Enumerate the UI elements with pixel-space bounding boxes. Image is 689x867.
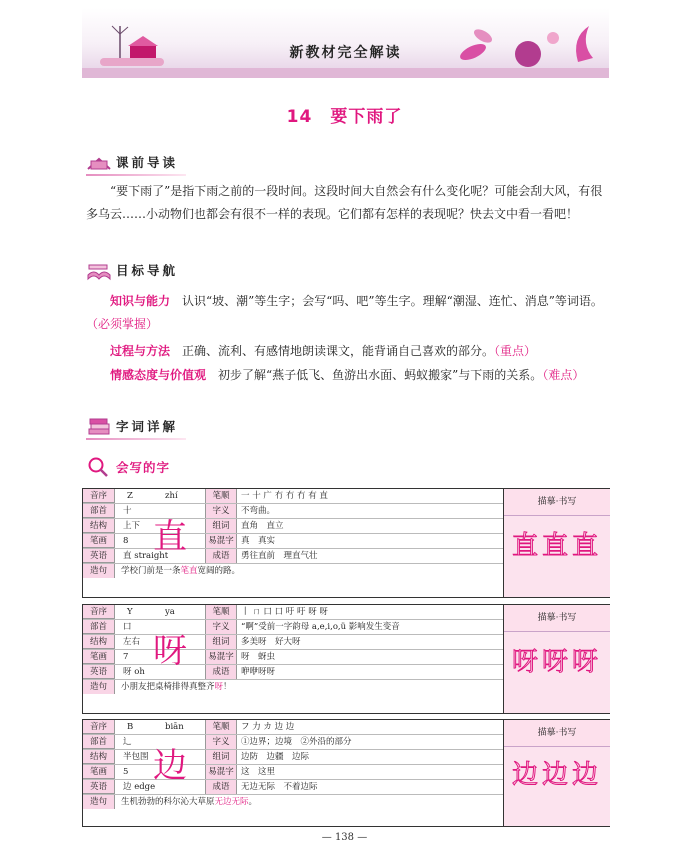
tracing-area[interactable] <box>503 720 610 826</box>
section-words-label: 字词详解 <box>116 419 179 434</box>
section-underline <box>86 438 186 440</box>
section-underline <box>86 174 186 176</box>
tracing-characters: 直直直 <box>511 531 602 561</box>
label-pinyin: 音序 <box>83 489 115 503</box>
value-strokes: 5 <box>123 767 129 777</box>
tracing-label: 描摹·书写 <box>504 489 610 516</box>
example-sentence: 小朋友把桌椅排得真整齐呀！ <box>121 682 232 692</box>
label-words: 组词 <box>205 635 237 649</box>
pinyin-initial: Z <box>127 491 133 501</box>
label-radical: 部首 <box>83 504 115 518</box>
char-card <box>82 719 610 827</box>
char-card <box>82 604 610 714</box>
big-character: 边 <box>153 746 187 786</box>
value-english: 呀 oh <box>123 667 145 677</box>
tracing-label: 描摹·书写 <box>504 605 610 632</box>
label-sentence: 造句 <box>83 680 115 694</box>
sentence-highlight: 笔直 <box>180 566 198 576</box>
label-words: 组词 <box>205 750 237 764</box>
goal-attitude-label: 情感态度与价值观 <box>110 368 207 382</box>
label-pinyin: 音序 <box>83 605 115 619</box>
section-preview-label: 课前导读 <box>116 155 179 170</box>
value-confusable: 这 这里 <box>241 767 276 777</box>
value-radical: 十 <box>123 506 132 516</box>
sentence-highlight: 无边无际 <box>214 797 249 807</box>
goal-attitude-note: （难点） <box>542 368 585 382</box>
value-english: 边 edge <box>123 782 156 792</box>
pinyin: ya <box>165 607 175 617</box>
goal-process-text: 正确、流利、有感情地朗读课文，能背诵自己喜欢的部分。 <box>182 344 495 358</box>
value-stroke_order: フ 力 カ 边 边 <box>241 722 295 732</box>
value-radical: 口 <box>123 622 132 632</box>
big-character: 直 <box>153 517 187 557</box>
section-goals-header <box>86 258 178 282</box>
page-header <box>82 8 609 78</box>
label-idiom: 成语 <box>205 665 237 679</box>
section-preview-header <box>86 150 178 174</box>
value-strokes: 8 <box>123 536 129 546</box>
label-confusable: 易混字 <box>205 765 237 779</box>
value-meaning: ①边界；边境 ②外沿的部分 <box>241 737 352 747</box>
label-stroke_order: 笔顺 <box>205 605 237 619</box>
value-idiom: 勇往直前 理直气壮 <box>241 551 318 561</box>
value-confusable: 呀 蚜虫 <box>241 652 276 662</box>
value-words: 边防 边疆 边际 <box>241 752 310 762</box>
value-confusable: 真 真实 <box>241 536 276 546</box>
label-pinyin: 音序 <box>83 720 115 734</box>
pinyin-initial: B <box>127 722 134 732</box>
label-idiom: 成语 <box>205 780 237 794</box>
goal-attitude-text: 初步了解“燕子低飞、鱼游出水面、蚂蚁搬家”与下雨的关系。 <box>218 368 543 382</box>
value-structure: 上下 <box>123 521 141 531</box>
label-confusable: 易混字 <box>205 650 237 664</box>
label-english: 英语 <box>83 665 115 679</box>
pinyin: biān <box>165 722 184 732</box>
value-strokes: 7 <box>123 652 129 662</box>
goal-knowledge <box>86 290 606 336</box>
value-words: 多美呀 好大呀 <box>241 637 301 647</box>
label-structure: 结构 <box>83 519 115 533</box>
big-character: 呀 <box>153 631 187 671</box>
section-write-label: 会写的字 <box>116 460 171 475</box>
label-meaning: 字义 <box>205 735 237 749</box>
goal-attitude <box>86 364 610 387</box>
tracing-area[interactable] <box>503 489 610 597</box>
label-strokes: 笔画 <box>83 765 115 779</box>
section-write-header <box>86 455 170 479</box>
sentence-highlight: 呀 <box>214 682 224 692</box>
label-sentence: 造句 <box>83 564 115 578</box>
goal-knowledge-text: 认识“坡、潮”等生字；会写“吗、吧”等生字。理解“潮湿、连忙、消息”等词语。 <box>182 294 603 308</box>
value-structure: 左右 <box>123 637 141 647</box>
book-stand-icon <box>86 151 112 173</box>
label-stroke_order: 笔顺 <box>205 489 237 503</box>
label-strokes: 笔画 <box>83 650 115 664</box>
value-meaning: “啊”受前一字韵母 a,e,i,o,ü 影响发生变音 <box>241 622 400 632</box>
open-book-icon <box>86 259 112 281</box>
page-number: — 138 — <box>321 832 368 843</box>
goal-process <box>86 340 610 363</box>
label-radical: 部首 <box>83 735 115 749</box>
tracing-characters: 呀呀呀 <box>511 647 602 677</box>
magnifier-icon <box>86 456 112 478</box>
label-structure: 结构 <box>83 750 115 764</box>
tracing-area[interactable] <box>503 605 610 713</box>
label-confusable: 易混字 <box>205 534 237 548</box>
books-stack-icon <box>86 415 112 437</box>
goal-knowledge-label: 知识与能力 <box>110 294 171 308</box>
label-idiom: 成语 <box>205 549 237 563</box>
value-structure: 半包围 <box>123 752 149 762</box>
char-card <box>82 488 610 598</box>
value-english: 直 straight <box>123 551 169 561</box>
value-idiom: 咿咿呀呀 <box>241 667 276 677</box>
label-words: 组词 <box>205 519 237 533</box>
section-words-header <box>86 414 178 438</box>
value-idiom: 无边无际 不着边际 <box>241 782 318 792</box>
goal-knowledge-note: （必须掌握） <box>86 317 159 331</box>
label-sentence: 造句 <box>83 795 115 809</box>
goal-process-note: （重点） <box>494 344 537 358</box>
label-structure: 结构 <box>83 635 115 649</box>
lesson-title: 14 要下雨了 <box>286 107 403 127</box>
goal-process-label: 过程与方法 <box>110 344 171 358</box>
tracing-characters: 边边边 <box>511 760 602 790</box>
label-stroke_order: 笔顺 <box>205 720 237 734</box>
label-meaning: 字义 <box>205 504 237 518</box>
tracing-label: 描摹·书写 <box>504 720 610 747</box>
label-english: 英语 <box>83 549 115 563</box>
pinyin: zhí <box>165 491 178 501</box>
value-radical: 辶 <box>123 737 132 747</box>
header-title: 新教材完全解读 <box>289 45 402 61</box>
label-meaning: 字义 <box>205 620 237 634</box>
example-sentence: 学校门前是一条笔直宽阔的路。 <box>121 566 241 576</box>
label-strokes: 笔画 <box>83 534 115 548</box>
label-english: 英语 <box>83 780 115 794</box>
value-meaning: 不弯曲。 <box>241 506 276 516</box>
label-radical: 部首 <box>83 620 115 634</box>
value-stroke_order: 一 十 广 冇 冇 冇 有 直 <box>241 491 328 501</box>
value-words: 直角 直立 <box>241 521 284 531</box>
pinyin-initial: Y <box>127 607 133 617</box>
section-goals-label: 目标导航 <box>116 263 179 278</box>
example-sentence: 生机勃勃的科尔沁大草原无边无际。 <box>121 797 258 807</box>
value-stroke_order: 丨 ㄇ 口 口 吁 吁 呀 呀 <box>241 607 328 617</box>
preview-paragraph: “要下雨了”是指下雨之前的一段时间。这段时间大自然会有什么变化呢？可能会刮大风，有很多乌云……小动物们也都会有很不一样的表现。它们都有怎样的表现呢？快去文中看一看吧！ <box>86 184 603 221</box>
